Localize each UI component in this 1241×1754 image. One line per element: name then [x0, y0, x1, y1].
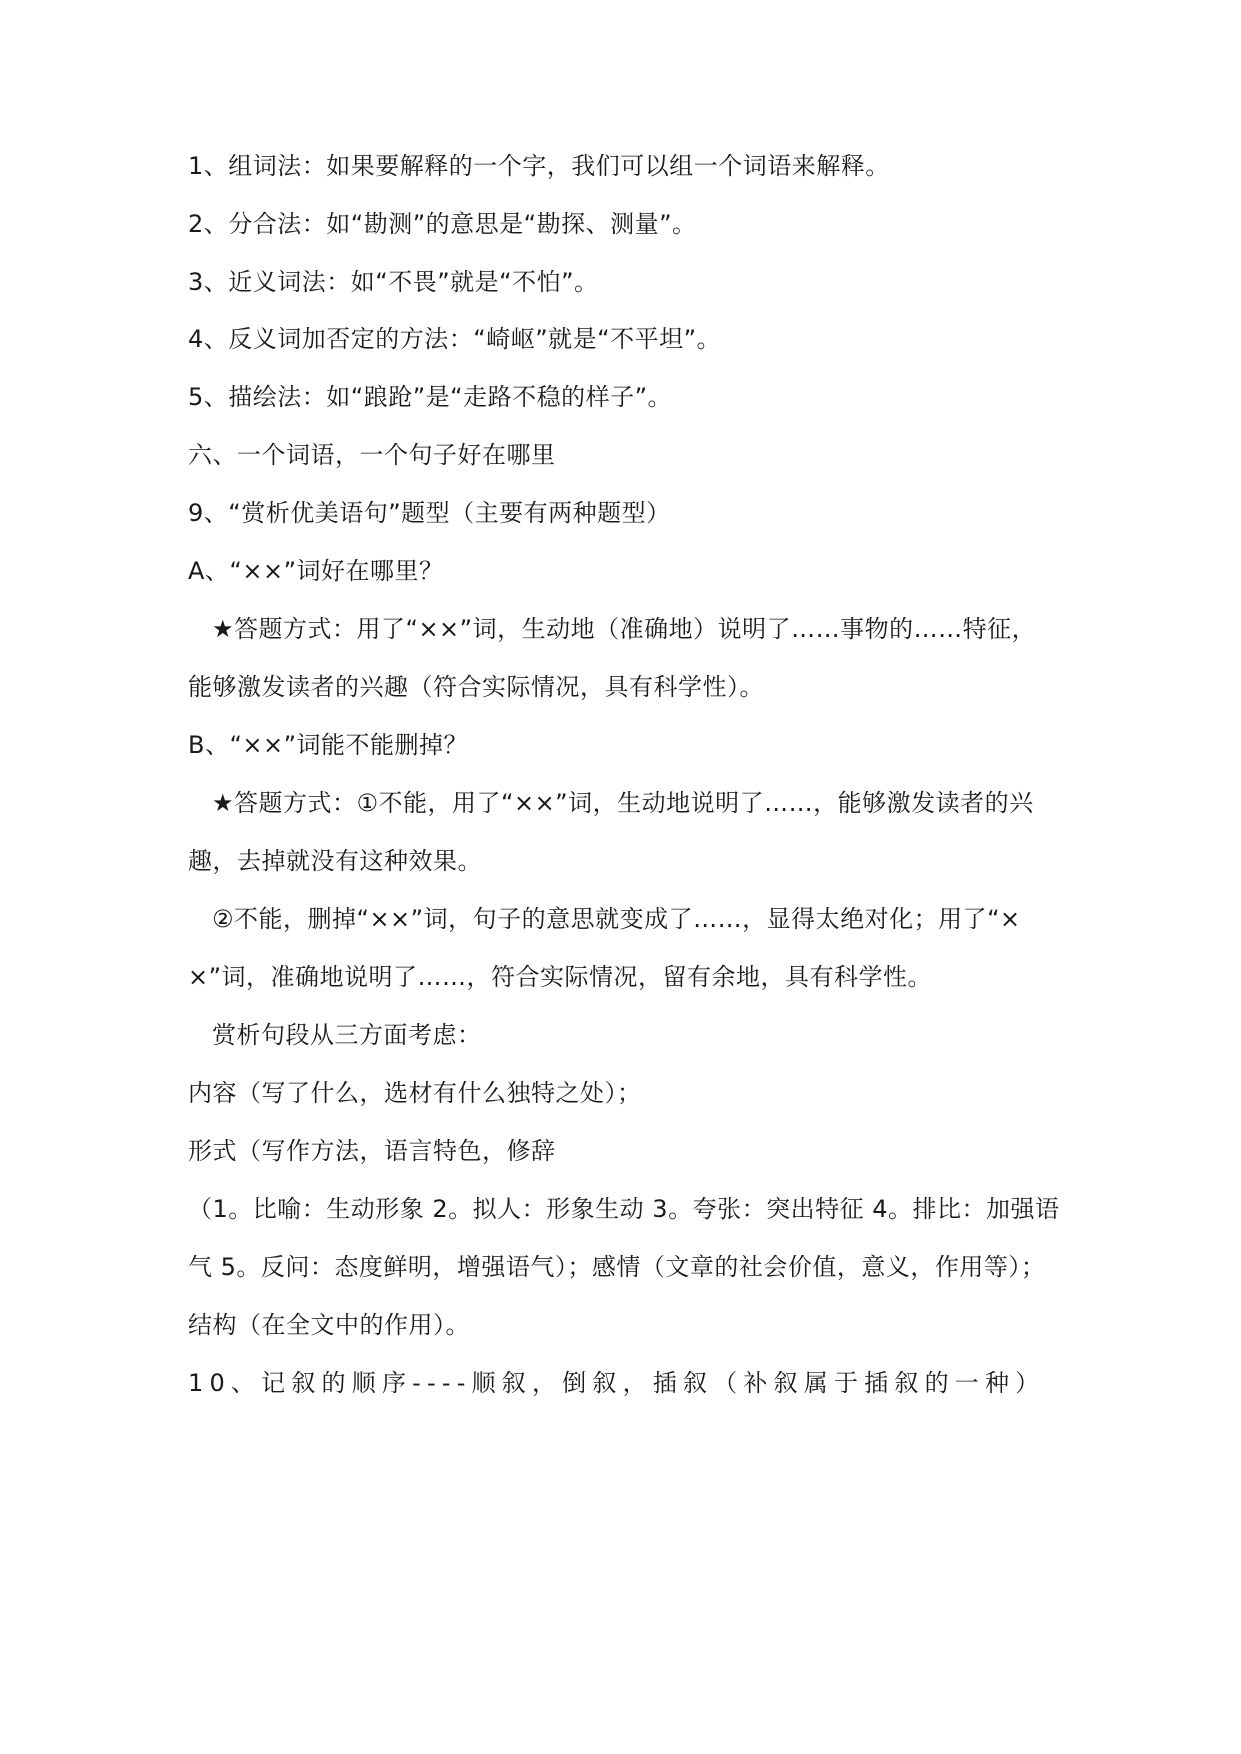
form-line: 形式（写作方法，语言特色，修辞 [188, 1137, 556, 1165]
answer-b-line-4: ×”词，准确地说明了……，符合实际情况，留有余地，具有科学性。 [188, 963, 933, 991]
section-heading: 六、一个词语，一个句子好在哪里 [188, 441, 556, 469]
rhetoric-line-1: （1。比喻：生动形象 2。拟人：形象生动 3。夸张：突出特征 4。排比：加强语 [188, 1195, 1060, 1223]
line-2: 2、分合法：如“勘测”的意思是“勘探、测量”。 [188, 210, 697, 238]
line-5: 5、描绘法：如“踉跄”是“走路不稳的样子”。 [188, 383, 673, 411]
question-a: A、“××”词好在哪里？ [188, 557, 444, 585]
line-3: 3、近义词法：如“不畏”就是“不怕”。 [188, 268, 599, 296]
answer-b-line-3: ②不能，删掉“××”词，句子的意思就变成了……，显得太绝对化；用了“× [212, 905, 1021, 933]
structure-line: 结构（在全文中的作用）。 [188, 1311, 470, 1339]
answer-a-line-2: 能够激发读者的兴趣（符合实际情况，具有科学性）。 [188, 673, 764, 701]
line-9: 9、“赏析优美语句”题型（主要有两种题型） [188, 499, 671, 527]
appreciation-heading: 赏析句段从三方面考虑： [212, 1021, 482, 1049]
answer-b-line-2: 趣，去掉就没有这种效果。 [188, 847, 482, 875]
rhetoric-line-2: 气 5。反问：态度鲜明，增强语气）；感情（文章的社会价值，意义，作用等）； [188, 1253, 1046, 1281]
line-10: 10、记叙的顺序----顺叙，倒叙，插叙（补叙属于插叙的一种） [188, 1369, 1046, 1397]
line-1: 1、组词法：如果要解释的一个字，我们可以组一个词语来解释。 [188, 152, 890, 180]
content-line: 内容（写了什么，选材有什么独特之处）； [188, 1079, 642, 1107]
line-4: 4、反义词加否定的方法：“崎岖”就是“不平坦”。 [188, 325, 722, 353]
question-b: B、“××”词能不能删掉？ [188, 731, 469, 759]
answer-a-line-1: ★答题方式：用了“××”词，生动地（准确地）说明了……事物的……特征， [212, 615, 1037, 643]
answer-b-line-1: ★答题方式：①不能，用了“××”词，生动地说明了……，能够激发读者的兴 [212, 789, 1034, 817]
